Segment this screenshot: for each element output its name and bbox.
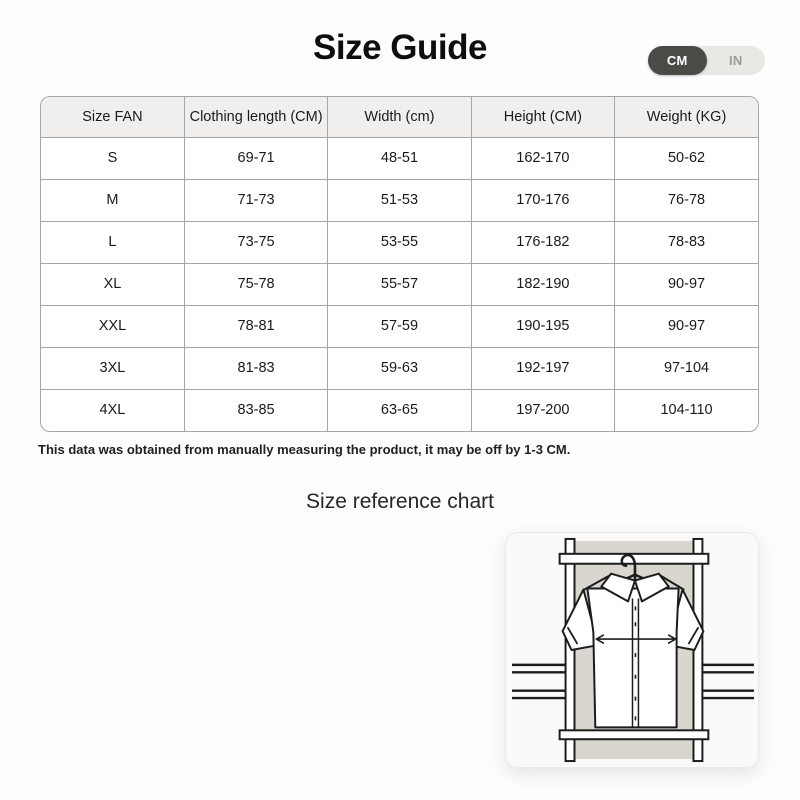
value-cell: 192-197 [471,347,614,389]
value-cell: 90-97 [615,305,758,347]
value-cell: 63-65 [328,389,471,431]
value-cell: 83-85 [184,389,327,431]
measurement-note: This data was obtained from manually measuring the product, it may be off by 1-3 CM. [38,442,571,457]
size-table [40,96,759,432]
value-cell: 71-73 [184,179,327,221]
value-cell: 50-62 [615,137,758,179]
value-cell: 55-57 [328,263,471,305]
reference-chart-heading: Size reference chart [306,490,494,513]
unit-toggle[interactable] [648,46,765,75]
value-cell: 69-71 [184,137,327,179]
column-header: Size FAN [41,97,184,137]
value-cell: 81-83 [184,347,327,389]
value-cell: 182-190 [471,263,614,305]
table-row [41,389,758,431]
size-cell: L [41,221,184,263]
value-cell: 78-83 [615,221,758,263]
table-row [41,221,758,263]
value-cell: 170-176 [471,179,614,221]
value-cell: 76-78 [615,179,758,221]
value-cell: 75-78 [184,263,327,305]
column-header: Weight (KG) [615,97,758,137]
header-row [41,97,758,137]
value-cell: 90-97 [615,263,758,305]
size-reference-card [505,532,759,768]
shirt-on-hanger-illustration [506,533,758,767]
column-header: Clothing length (CM) [184,97,327,137]
wardrobe-shelf-lines-right [702,665,754,698]
value-cell: 197-200 [471,389,614,431]
size-table-header [41,97,758,137]
value-cell: 162-170 [471,137,614,179]
size-cell: 4XL [41,389,184,431]
value-cell: 190-195 [471,305,614,347]
value-cell: 59-63 [328,347,471,389]
size-cell: M [41,179,184,221]
table-row [41,347,758,389]
size-cell: 3XL [41,347,184,389]
wardrobe-rail-bottom [560,730,709,739]
value-cell: 57-59 [328,305,471,347]
value-cell: 51-53 [328,179,471,221]
table-row [41,179,758,221]
size-table-body [41,137,758,431]
wardrobe-shelf-lines-left [512,665,566,698]
page-title: Size Guide [313,28,487,67]
size-cell: XL [41,263,184,305]
value-cell: 104-110 [615,389,758,431]
value-cell: 78-81 [184,305,327,347]
table-row [41,305,758,347]
table-row [41,263,758,305]
column-header: Height (CM) [471,97,614,137]
value-cell: 73-75 [184,221,327,263]
table-row [41,137,758,179]
size-cell: S [41,137,184,179]
size-cell: XXL [41,305,184,347]
unit-toggle-option-cm[interactable]: CM [648,46,707,75]
value-cell: 53-55 [328,221,471,263]
unit-toggle-option-in[interactable]: IN [728,53,743,68]
value-cell: 176-182 [471,221,614,263]
value-cell: 97-104 [615,347,758,389]
value-cell: 48-51 [328,137,471,179]
column-header: Width (cm) [328,97,471,137]
